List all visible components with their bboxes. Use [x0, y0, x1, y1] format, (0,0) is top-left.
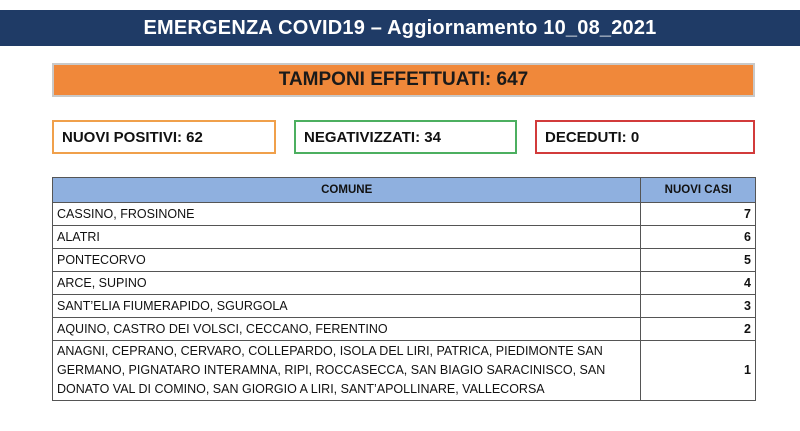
- column-header-nuovi-casi: NUOVI CASI: [641, 178, 756, 203]
- table-row: [53, 318, 756, 341]
- table-row: [53, 203, 756, 226]
- casi-cell: 6: [641, 226, 756, 249]
- comune-cell: PONTECORVO: [53, 249, 641, 272]
- table-row: [53, 295, 756, 318]
- deceduti-box: [535, 120, 755, 154]
- casi-cell: 2: [641, 318, 756, 341]
- column-header-comune: COMUNE: [53, 178, 641, 203]
- table-row: [53, 341, 756, 401]
- casi-cell: 3: [641, 295, 756, 318]
- tamponi-banner: [52, 63, 755, 97]
- negativizzati-label: NEGATIVIZZATI: 34: [304, 128, 441, 146]
- deceduti-label: DECEDUTI: 0: [545, 128, 640, 146]
- casi-cell: 4: [641, 272, 756, 295]
- table-row: [53, 226, 756, 249]
- casi-cell: 1: [641, 341, 756, 401]
- tamponi-label: TAMPONI EFFETTUATI: 647: [278, 69, 529, 90]
- table-row: [53, 249, 756, 272]
- comune-cell: ANAGNI, CEPRANO, CERVARO, COLLEPARDO, ISOLA DEL LIRI, PATRICA, PIEDIMONTE SAN GERMANO, PIGNATARO INTERAMNA, RIPI, ROCCASECCA, SAN BIAGIO SARACINISCO, SAN DONATO VAL DI COMINO, SAN GIORGIO A LIRI, SANT’APOLLINARE, VALLECORSA: [53, 341, 641, 401]
- table-row: [53, 272, 756, 295]
- comune-cell: AQUINO, CASTRO DEI VOLSCI, CECCANO, FERENTINO: [53, 318, 641, 341]
- table-header-row: [53, 178, 756, 203]
- casi-cell: 5: [641, 249, 756, 272]
- cases-table: [52, 177, 756, 401]
- page-title: EMERGENZA COVID19 – Aggiornamento 10_08_2021: [0, 10, 800, 46]
- nuovi-positivi-box: [52, 120, 276, 154]
- comune-cell: CASSINO, FROSINONE: [53, 203, 641, 226]
- negativizzati-box: [294, 120, 517, 154]
- comune-cell: ARCE, SUPINO: [53, 272, 641, 295]
- comune-cell: SANT’ELIA FIUMERAPIDO, SGURGOLA: [53, 295, 641, 318]
- comune-cell: ALATRI: [53, 226, 641, 249]
- nuovi-positivi-label: NUOVI POSITIVI: 62: [62, 128, 203, 146]
- casi-cell: 7: [641, 203, 756, 226]
